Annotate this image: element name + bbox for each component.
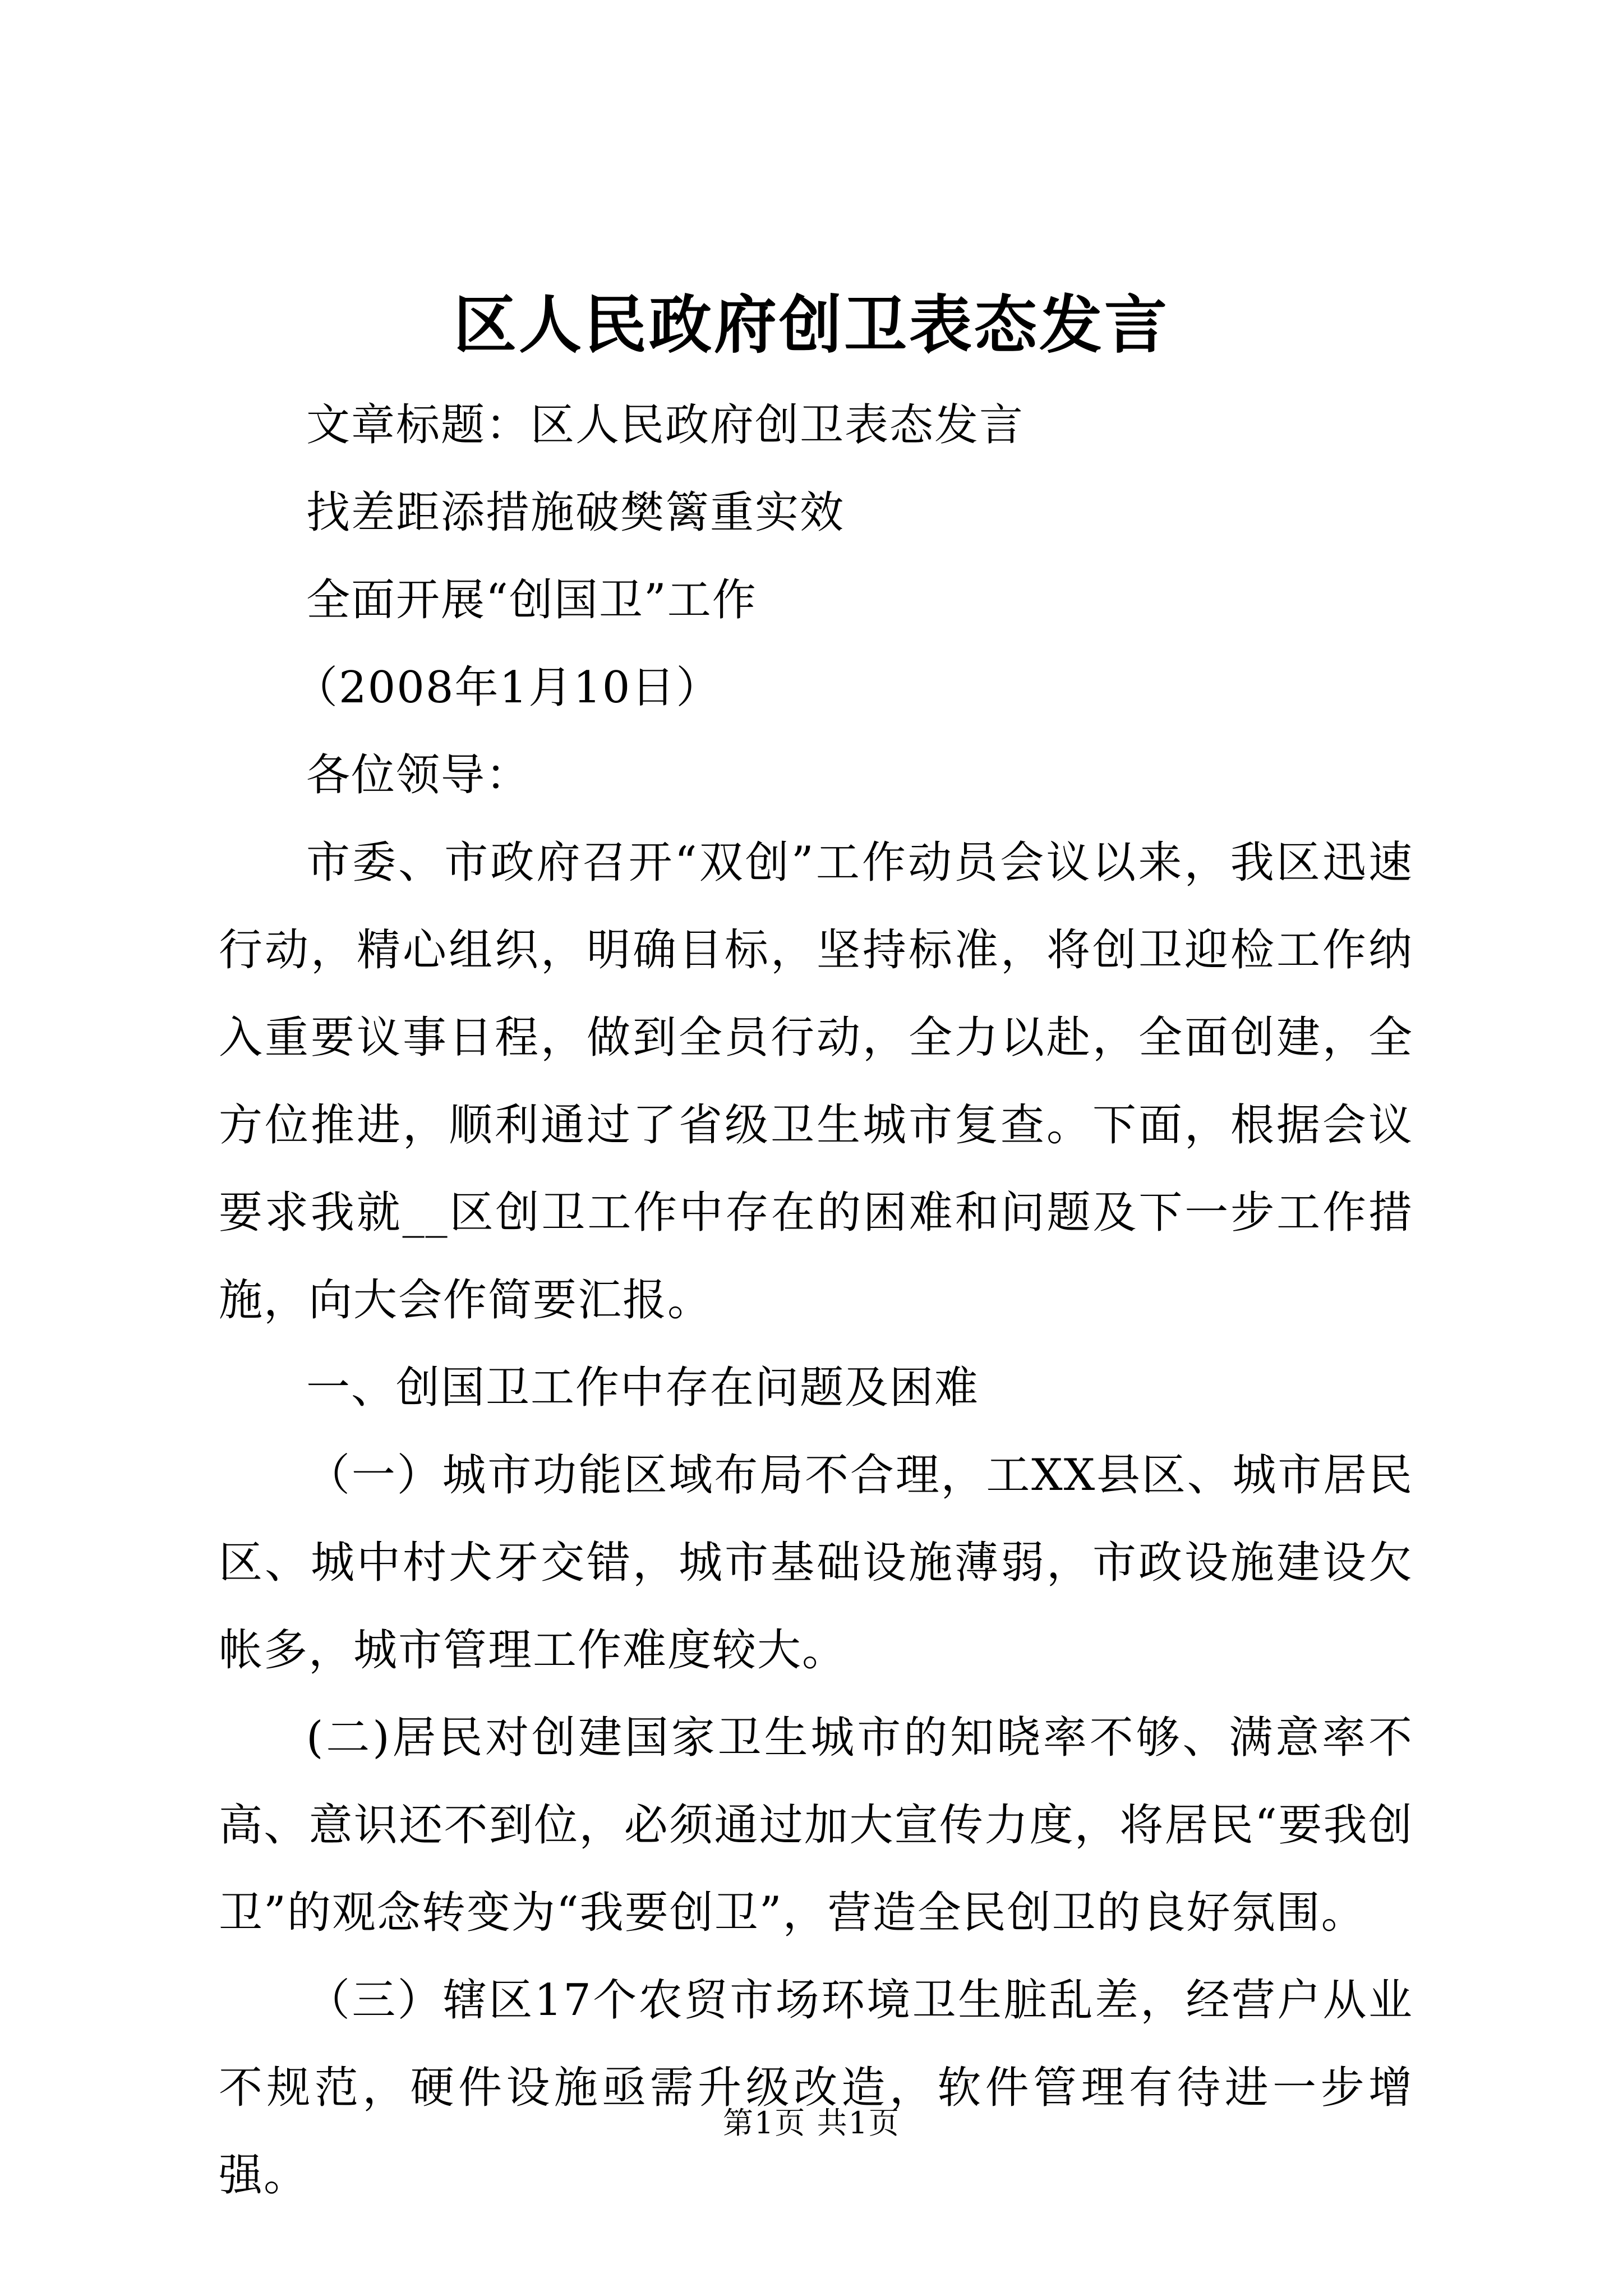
paragraph-item-1: （一）城市功能区域布局不合理，工XX县区、城市居民区、城中村犬牙交错，城市基础设施薄弱，市政设施建设欠帐多，城市管理工作难度较大。 [219,1450,1413,1676]
document-title: 区人民政府创卫表态发言 [454,288,1169,362]
paragraph-item-2: (二)居民对创建国家卫生城市的知晓率不够、满意率不高、意识还不到位，必须通过加大宣传力度，将居民“要我创卫”的观念转变为“我要创卫”，营造全民创卫的良好氛围。 [219,1713,1413,1938]
section-heading-1: 一、创国卫工作中存在问题及困难 [306,1363,980,1413]
paragraph-intro: 市委、市政府召开“双创”工作动员会议以来，我区迅速行动，精心组织，明确目标，坚持标准，将创卫迎检工作纳入重要议事日程，做到全员行动，全力以赴，全面创建，全方位推进，顺利通过了省级卫生城市复查。下面，根据会议要求我就__区创卫工作中存在的困难和问题及下一步工作措施，向大会作简要汇报。 [219,838,1413,1326]
paragraph-date: （2008年1月10日） [294,662,721,713]
page-footer: 第1页 共1页 [723,2105,900,2141]
paragraph-subtitle-1: 找差距添措施破樊篱重实效 [306,487,845,538]
paragraph-item-3: （三）辖区17个农贸市场环境卫生脏乱差，经营户从业不规范，硬件设施亟需升级改造，软件管理有待进一步增强。 [219,1975,1413,2201]
document-body [219,381,1413,2219]
paragraph-subtitle-2: 全面开展“创国卫”工作 [306,575,757,625]
paragraph-salutation: 各位领导： [306,750,531,800]
paragraph-article-title: 文章标题：区人民政府创卫表态发言 [306,400,1025,450]
